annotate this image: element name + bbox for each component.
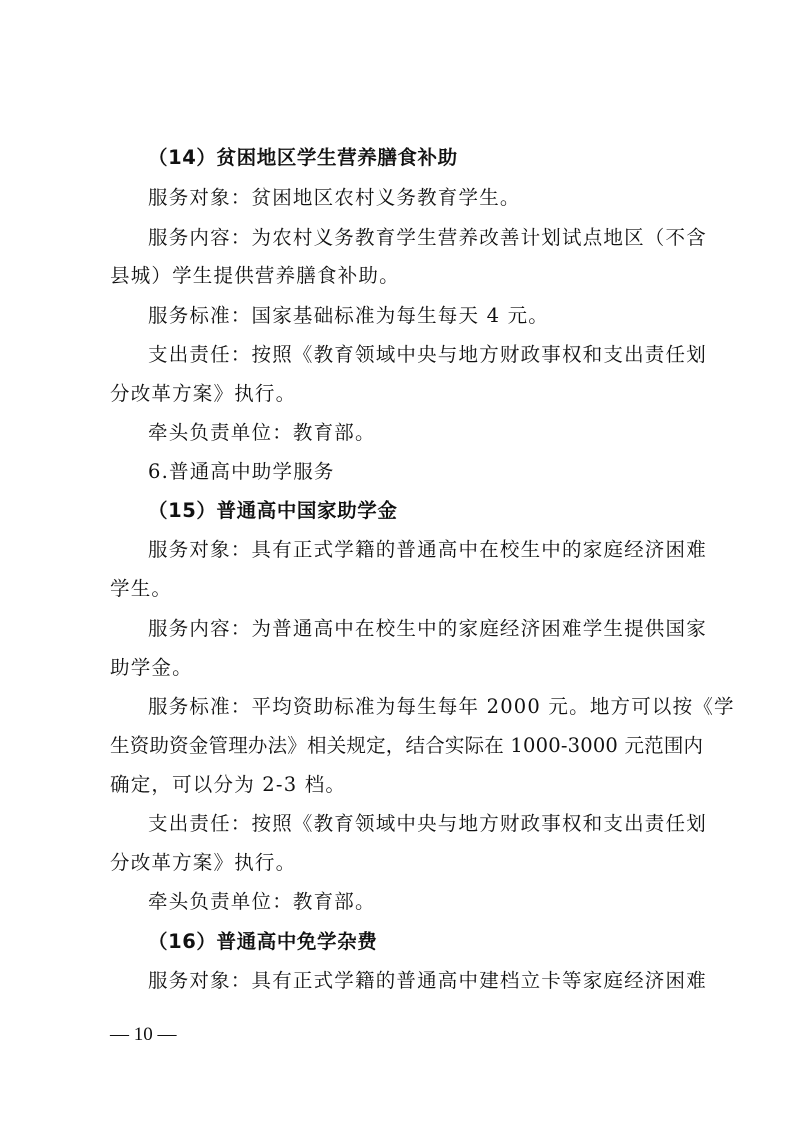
- paragraph-line: 县城）学生提供营养膳食补助。: [110, 264, 400, 287]
- paragraph-line: 服务标准：平均资助标准为每生每年 2000 元。地方可以按《学: [148, 695, 735, 718]
- paragraph-line: 服务对象：具有正式学籍的普通高中建档立卡等家庭经济困难: [148, 969, 707, 992]
- page-number: — 10 —: [110, 1024, 177, 1045]
- subsection-heading-6: 6.普通高中助学服务: [148, 460, 335, 483]
- paragraph-line: 牵头负责单位：教育部。: [148, 890, 376, 913]
- section-heading-14: （14）贫困地区学生营养膳食补助: [148, 146, 458, 169]
- paragraph-line: 服务对象：贫困地区农村义务教育学生。: [148, 186, 521, 209]
- paragraph-line: 分改革方案》执行。: [110, 382, 297, 405]
- paragraph-line: 确定，可以分为 2-3 档。: [110, 773, 347, 796]
- paragraph-line: 服务内容：为普通高中在校生中的家庭经济困难学生提供国家: [148, 617, 707, 640]
- paragraph-line: 服务内容：为农村义务教育学生营养改善计划试点地区（不含: [148, 226, 707, 249]
- paragraph-line: 学生。: [110, 577, 173, 600]
- section-heading-15: （15）普通高中国家助学金: [148, 499, 398, 522]
- paragraph-line: 服务标准：国家基础标准为每生每天 4 元。: [148, 304, 550, 327]
- paragraph-line: 助学金。: [110, 656, 193, 679]
- paragraph-line: 支出责任：按照《教育领域中央与地方财政事权和支出责任划: [148, 812, 707, 835]
- paragraph-line: 分改革方案》执行。: [110, 851, 297, 874]
- paragraph-line: 生资助资金管理办法》相关规定，结合实际在 1000-3000 元范围内: [110, 734, 704, 757]
- paragraph-line: 牵头负责单位：教育部。: [148, 421, 376, 444]
- section-heading-16: （16）普通高中免学杂费: [148, 930, 378, 953]
- paragraph-line: 服务对象：具有正式学籍的普通高中在校生中的家庭经济困难: [148, 538, 707, 561]
- paragraph-line: 支出责任：按照《教育领域中央与地方财政事权和支出责任划: [148, 343, 707, 366]
